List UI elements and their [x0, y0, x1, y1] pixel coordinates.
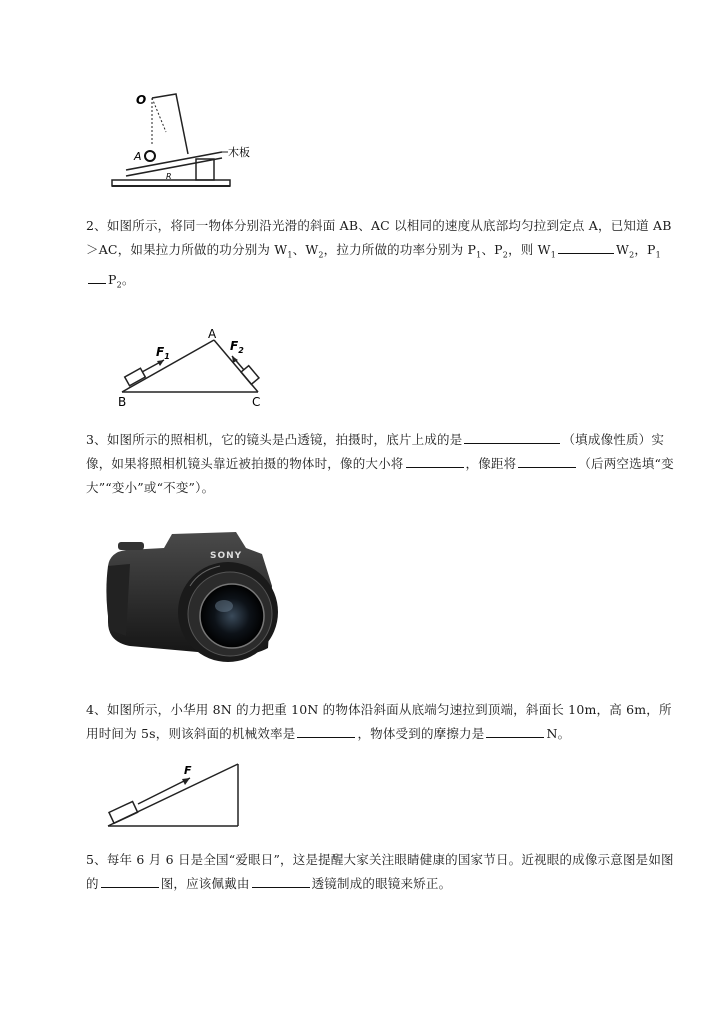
label-a: A [134, 150, 142, 163]
answer-blank-image-distance[interactable] [518, 453, 576, 468]
answer-blank-p[interactable] [88, 269, 106, 284]
answer-blank-efficiency[interactable] [297, 723, 355, 738]
svg-text:F2 [230, 339, 244, 355]
label-f1: F [156, 345, 165, 359]
label-f1-sub: 1 [164, 352, 170, 361]
answer-blank-image-size[interactable] [406, 453, 464, 468]
label-c: C [252, 395, 261, 409]
label-o: O [136, 93, 147, 107]
label-r: R [166, 172, 172, 181]
label-board: 木板 [228, 146, 250, 159]
camera-image [100, 526, 284, 668]
answer-blank-image-type[interactable] [464, 429, 560, 444]
answer-blank-friction[interactable] [486, 723, 544, 738]
svg-text:F1 [156, 345, 170, 361]
question-3: 3、如图所示的照相机，它的镜头是凸透镜，拍摄时，底片上成的是 （填成像性质）实像，如果将照相机镜头靠近被拍摄的物体时，像的大小将 ，像距将 （后两空选填“变大”“变小”或“不变”）。 [86, 428, 676, 500]
label-a: A [208, 327, 217, 341]
question-5: 5、每年 6 月 6 日是全国“爱眼日”，这是提醒大家关注眼睛健康的国家节日。近视眼的成像示意图是如图的 图，应该佩戴由 透镜制成的眼镜来矫正。 [86, 852, 674, 891]
question-2: 2、如图所示，将同一物体分别沿光滑的斜面 AB、AC 以相同的速度从底部均匀拉到定点 A，已知道 AB＞AC，如果拉力所做的功分别为 $W_1$、$W_2$，拉力所做的功率分别为 $P_1$、$P_2$，则 $W_1$ $W_2$，$P_1P_2$。 [86, 218, 672, 289]
incline-block-figure [104, 760, 244, 832]
lever-board-figure [104, 84, 264, 194]
question-4: 4、如图所示，小华用 8N 的力把重 10N 的物体沿斜面从底端匀速拉到顶端，斜面长 10m，高 6m，所用时间为 5s，则该斜面的机械效率是 ，物体受到的摩擦力是 N。 [86, 702, 672, 741]
answer-blank-lens-type[interactable] [252, 873, 310, 888]
label-f2-sub: 2 [238, 346, 244, 355]
answer-blank-diagram[interactable] [101, 873, 159, 888]
camera-brand: SONY [210, 551, 243, 561]
two-incline-figure [112, 326, 272, 410]
answer-blank-w[interactable] [558, 239, 614, 254]
label-f: F [184, 764, 192, 777]
label-f2: F [230, 339, 239, 353]
label-b: B [118, 395, 127, 409]
